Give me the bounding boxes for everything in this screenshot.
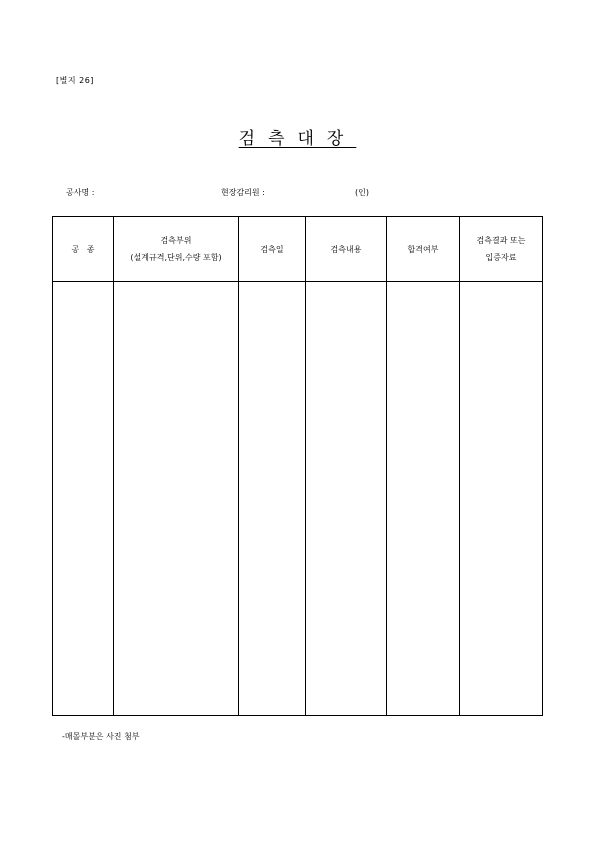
header-pass-status (387, 217, 460, 282)
header-inspection-date (239, 217, 306, 282)
header-inspection-area-label: 검측부위 (160, 236, 192, 245)
footnote: -매몰부분은 사진 첨부 (62, 732, 140, 741)
header-inspection-content-label: 검측내용 (330, 244, 362, 254)
page-title-text: 검측대장 (238, 129, 357, 149)
project-name-label: 공사명 : (66, 188, 95, 197)
cell-inspection-content[interactable] (306, 282, 387, 716)
cell-work-type[interactable] (53, 282, 114, 716)
header-result-evidence-sublabel: 입증자료 (485, 253, 517, 262)
cell-result-evidence[interactable] (460, 282, 543, 716)
cell-inspection-area[interactable] (114, 282, 239, 716)
header-inspection-date-label: 검측일 (260, 244, 284, 254)
inspection-ledger-table (52, 216, 543, 716)
header-work-type-label: 공 종 (71, 244, 95, 254)
header-result-evidence-label: 검측결과 또는 (476, 236, 526, 245)
header-result-evidence (460, 217, 543, 282)
site-supervisor-label: 현장감리원 : (221, 188, 265, 197)
seal-label: (인) (355, 188, 369, 197)
cell-inspection-date[interactable] (239, 282, 306, 716)
header-inspection-content (306, 217, 387, 282)
header-work-type (53, 217, 114, 282)
table-header-row (53, 217, 543, 282)
header-inspection-area-sublabel: (설계규격,단위,수량 포함) (130, 253, 222, 262)
page-title (0, 124, 595, 149)
header-inspection-area (114, 217, 239, 282)
form-number: [별지 26] (56, 76, 94, 85)
table-row (53, 282, 543, 716)
cell-pass-status[interactable] (387, 282, 460, 716)
header-pass-status-label: 합격여부 (407, 244, 439, 254)
